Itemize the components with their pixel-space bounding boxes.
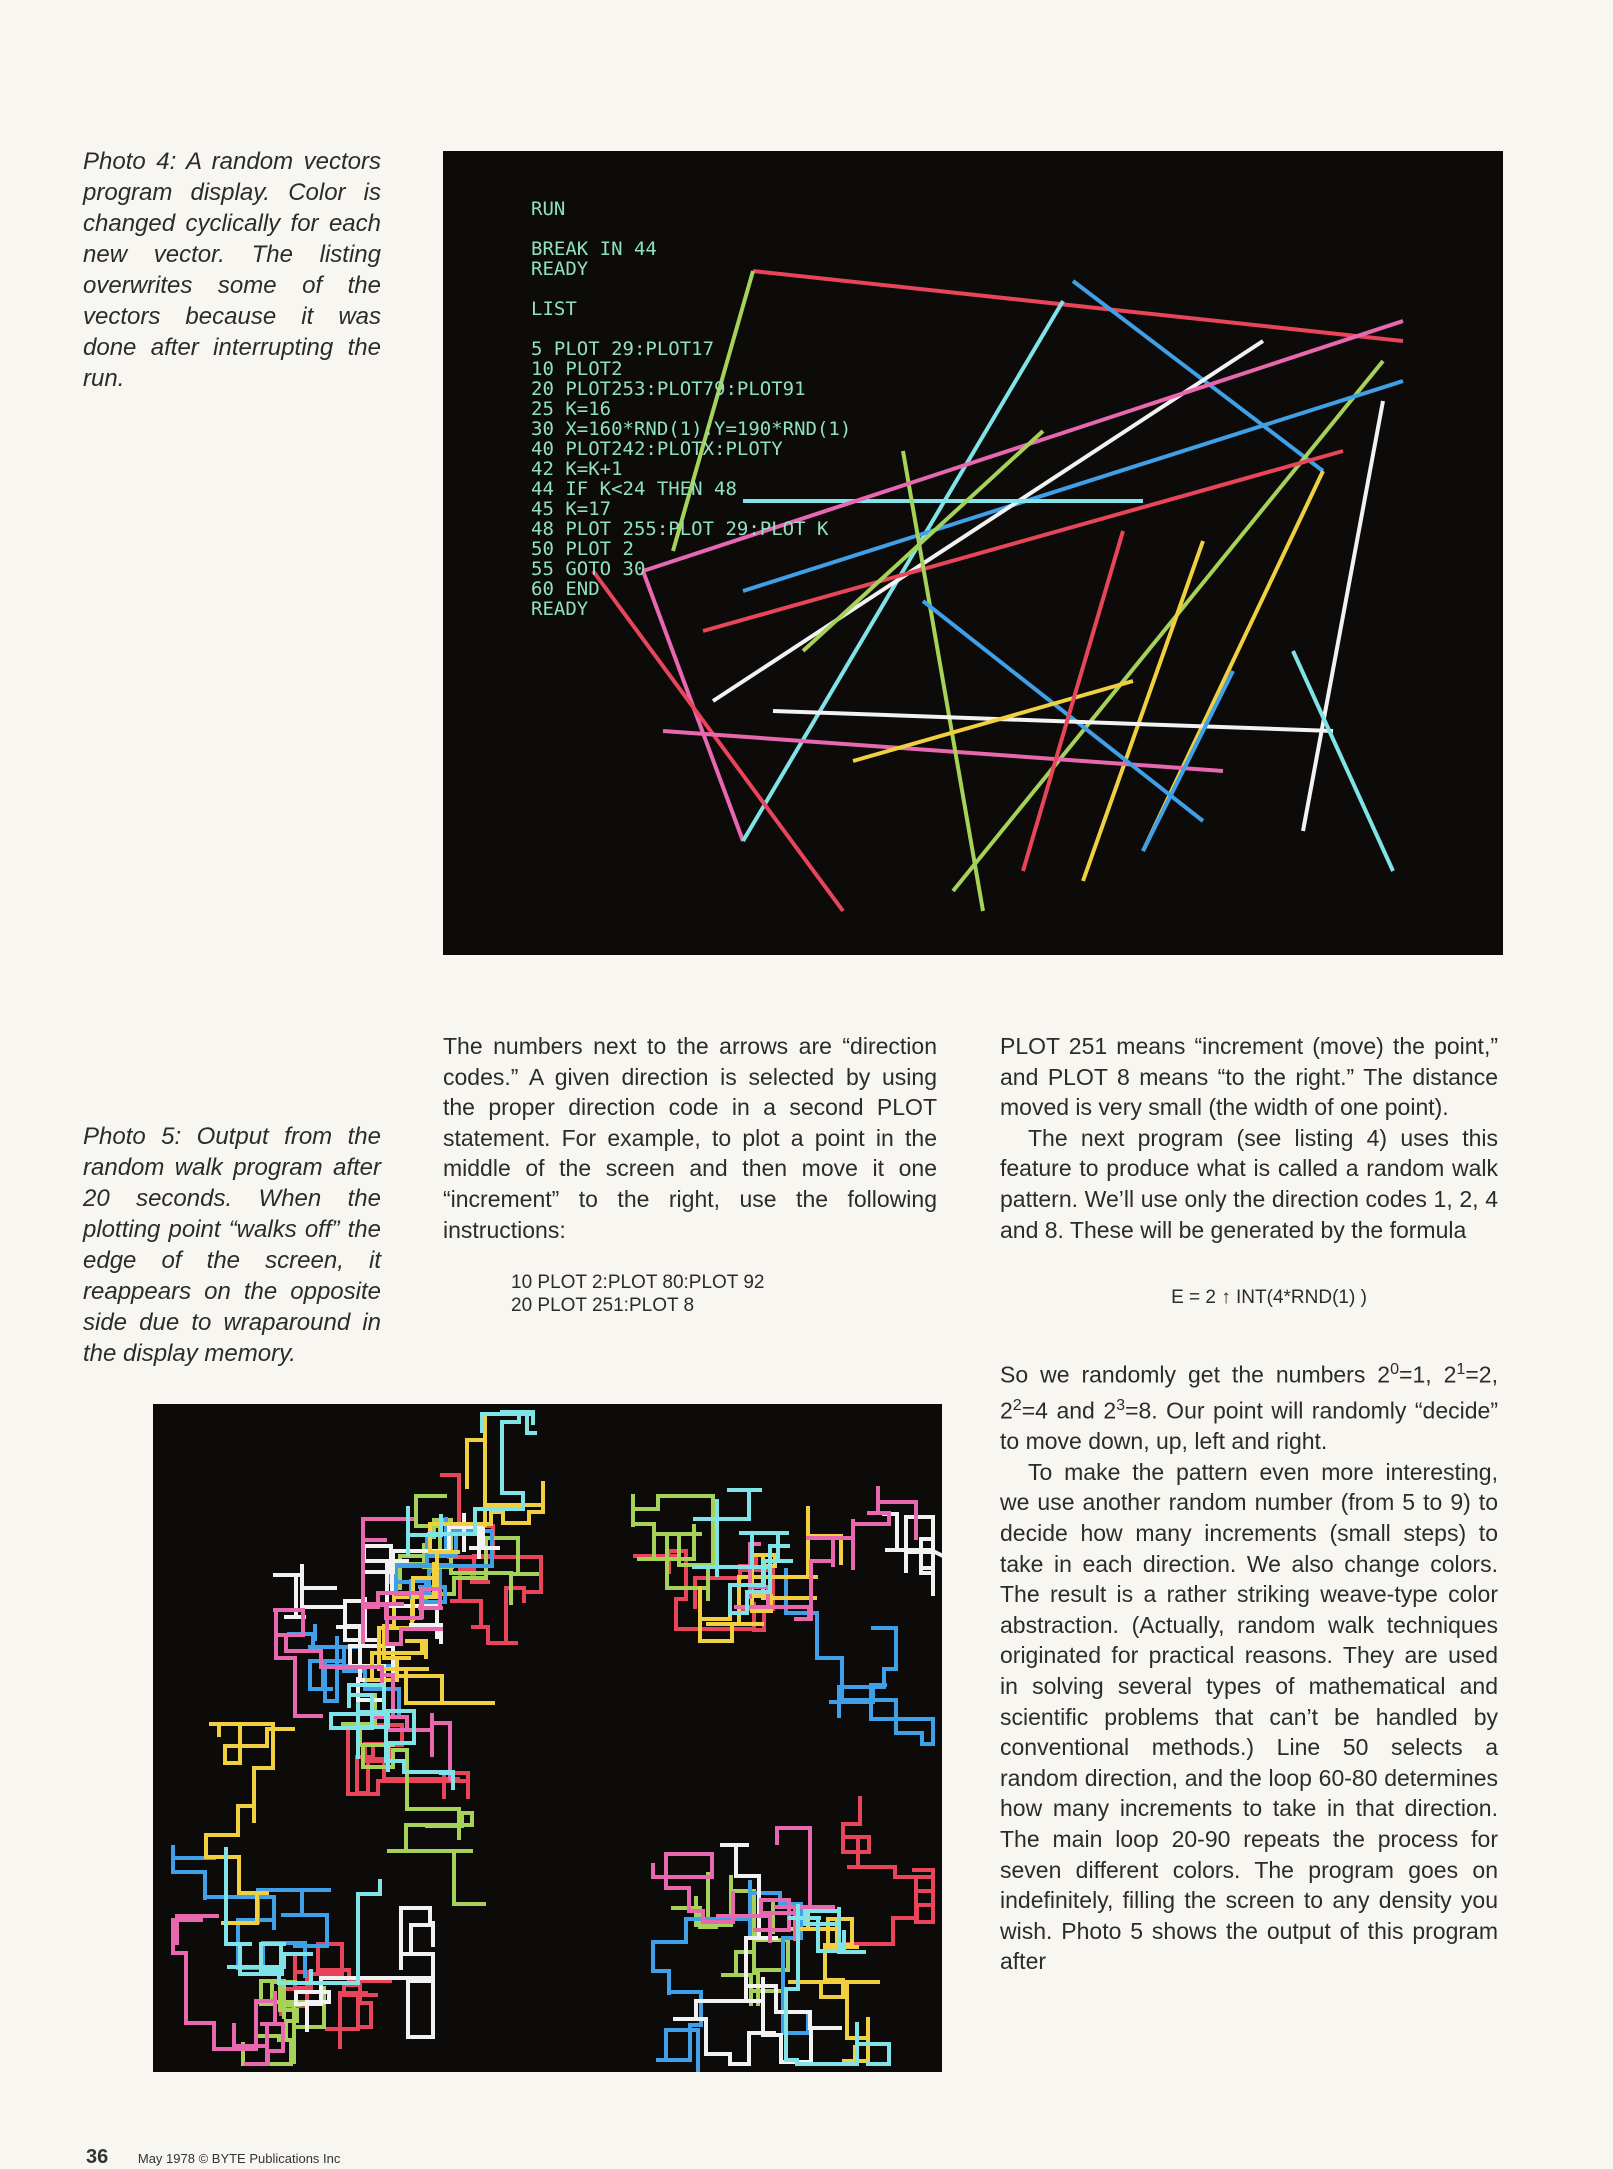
listing-line: 50 PLOT 2 bbox=[531, 538, 634, 560]
code-line: 10 PLOT 2:PLOT 80:PLOT 92 bbox=[511, 1272, 765, 1294]
middle-column bbox=[443, 1031, 937, 1317]
walk-drawing bbox=[153, 1404, 942, 2072]
listing-line: 60 END bbox=[531, 578, 600, 600]
listing-line: 30 X=160*RND(1):Y=190*RND(1) bbox=[531, 418, 852, 440]
right-paragraph: The next program (see listing 4) uses this feature to produce what is called a random walk pattern. We’ll use only the direction codes 1, 2, 4 and 8. These will be generated by the formula bbox=[1000, 1124, 1498, 1243]
page-number: 36 bbox=[86, 2146, 109, 2168]
listing-line: 44 IF K<24 THEN 48 bbox=[531, 478, 737, 500]
vector-line bbox=[953, 361, 1383, 891]
screen-listing bbox=[531, 199, 851, 619]
listing-line bbox=[531, 319, 851, 339]
listing-line: 40 PLOT242:PLOTX:PLOTY bbox=[531, 438, 783, 460]
listing-line: LIST bbox=[531, 298, 577, 320]
listing-line: 48 PLOT 255:PLOT 29:PLOT K bbox=[531, 518, 829, 540]
footer-text: May 1978 © BYTE Publications Inc bbox=[137, 2151, 341, 2166]
formula: E = 2 ↑ INT(4*RND(1) ) bbox=[1171, 1287, 1367, 1309]
right-column bbox=[1000, 1031, 1498, 1977]
photo5-random-walk bbox=[153, 1404, 942, 2072]
walk-path bbox=[408, 1412, 537, 1556]
listing-line: 20 PLOT253:PLOT79:PLOT91 bbox=[531, 378, 806, 400]
photo4-random-vectors bbox=[443, 151, 1503, 955]
walk-path bbox=[835, 1796, 933, 1944]
listing-line bbox=[531, 279, 851, 299]
listing-line: READY bbox=[531, 598, 589, 620]
middle-paragraph: The numbers next to the arrows are “direction codes.” A given direction is selected by using the proper direction code in a second PLOT statement. For example, to plot a point in the middle of the screen and then move it one “increment” to the right, use the following instructions: bbox=[443, 1033, 937, 1243]
listing-line: 25 K=16 bbox=[531, 398, 612, 420]
walk-path bbox=[206, 1724, 295, 1923]
vector-line bbox=[773, 711, 1333, 731]
walk-path bbox=[173, 1845, 331, 1978]
vector-line bbox=[1293, 651, 1393, 871]
walk-path bbox=[882, 1514, 942, 1596]
listing-line bbox=[531, 219, 851, 239]
photo5-caption: Photo 5: Output from the random walk program after 20 seconds. When the plotting point “walks off” the edge of the screen, it reappears on the opposite side due to wraparound in the display memory. bbox=[83, 1123, 381, 1367]
listing-line: RUN bbox=[531, 198, 566, 220]
vector-line bbox=[1143, 671, 1233, 851]
code-line: 20 PLOT 251:PLOT 8 bbox=[511, 1295, 695, 1317]
listing-line: 45 K=17 bbox=[531, 498, 612, 520]
right-paragraph: So we randomly get the numbers $2^0=1$, $2^1=2$, $2^2=4$ and $2^3=8$. Our point will randomly “decide” to move down, up, left and right. bbox=[1000, 1359, 1498, 1455]
right-paragraph: PLOT 251 means “increment (move) the point,” and PLOT 8 means “to the right.” The distance moved is very small (the width of one point). bbox=[1000, 1033, 1498, 1121]
walk-path bbox=[633, 1494, 713, 1601]
listing-line: 10 PLOT2 bbox=[531, 358, 623, 380]
listing-line: BREAK IN 44 bbox=[531, 238, 657, 260]
footer bbox=[86, 2146, 340, 2169]
listing-line: 42 K=K+1 bbox=[531, 458, 623, 480]
listing-line: 5 PLOT 29:PLOT17 bbox=[531, 338, 715, 360]
right-paragraph: To make the pattern even more interesting, we use another random number (from 5 to 9) to decide how many increments (small steps) to take in each direction. We also change colors. The result is a rather striking weave-type color abstraction. (Actually, random walk techniques originated for practical reasons. They are used in solving several types of mathematical and scientific problems that can’t be handled by conventional methods.) Line 50 selects a random direction, and the loop 60-80 determines how many increments to take in that direction. The main loop 20-90 repeats the process for seven different colors. The program goes on indefinitely, filling the screen to any density you wish. Photo 5 shows the output of this program after bbox=[1000, 1458, 1498, 1975]
listing-line: READY bbox=[531, 258, 589, 280]
code-block bbox=[443, 1271, 937, 1317]
photo4-caption: Photo 4: A random vectors program display. Color is changed cyclically for each new vector. The listing overwrites some of the vectors because it was done after interrupting the run. bbox=[83, 148, 381, 392]
walk-path bbox=[784, 1568, 933, 1744]
listing-line: 55 GOTO 30 bbox=[531, 558, 646, 580]
